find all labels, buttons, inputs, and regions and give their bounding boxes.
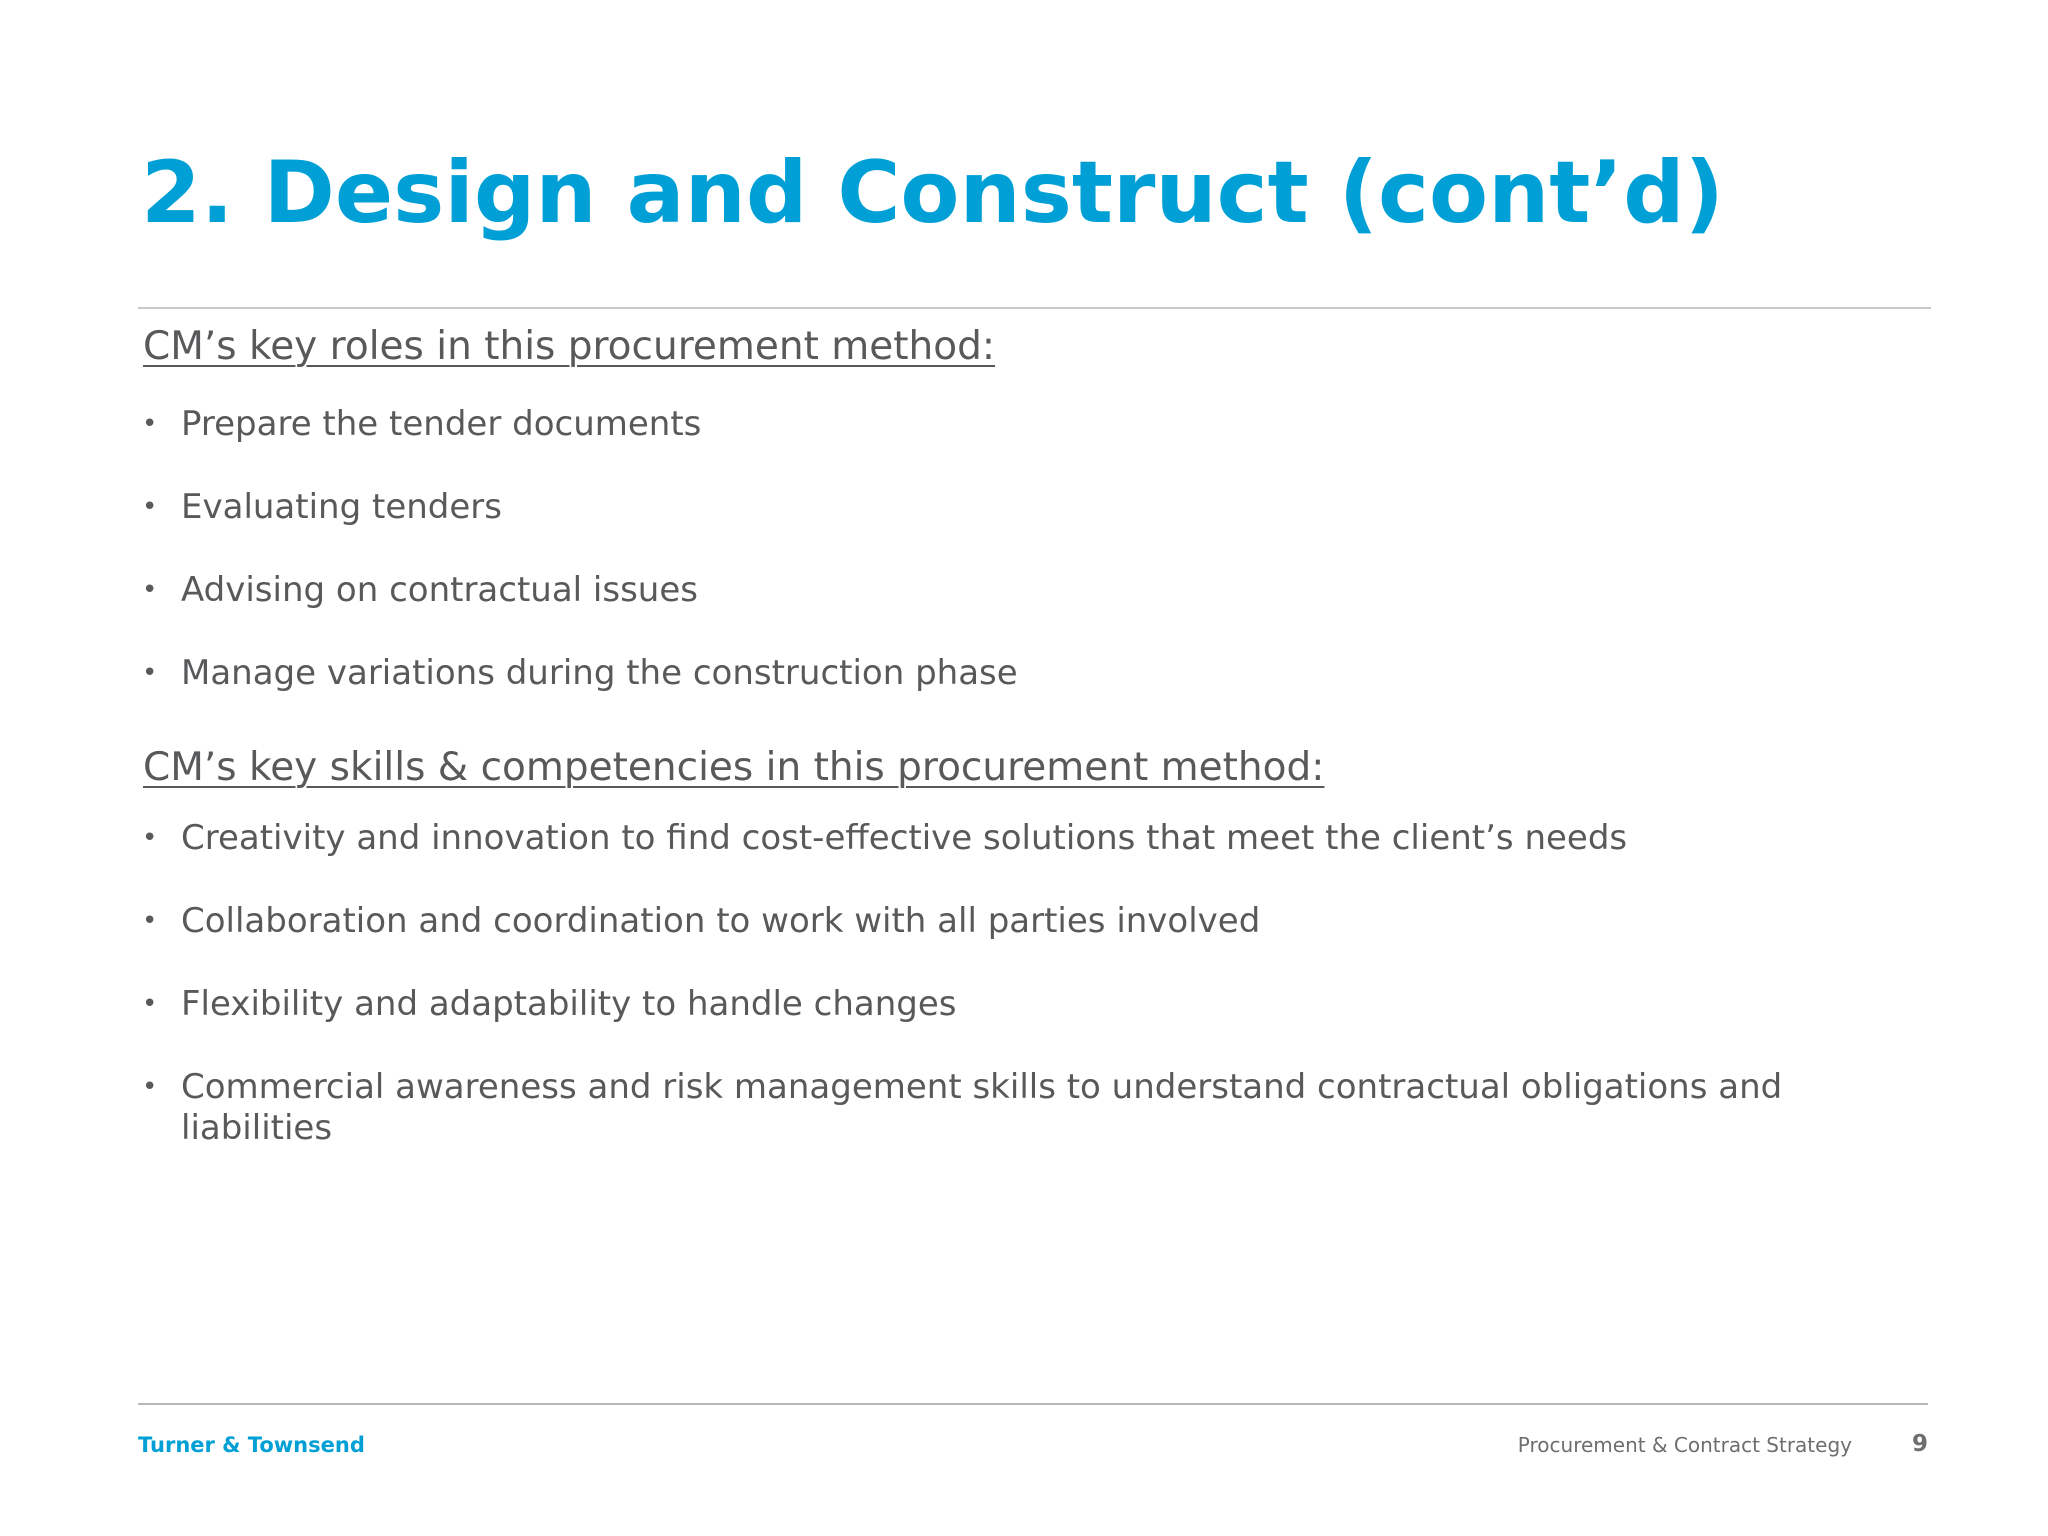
list-item-text: Prepare the tender documents	[181, 404, 702, 444]
bullet-icon: •	[142, 906, 158, 936]
company-logo-text: Turner & Townsend	[138, 1433, 365, 1457]
skills-list	[138, 818, 1878, 1149]
list-item	[138, 1067, 1878, 1149]
footer-document-title: Procurement & Contract Strategy	[1517, 1433, 1852, 1457]
section-heading-skills: CM’s key skills & competencies in this procurement method:	[143, 745, 1325, 790]
list-item-text: Commercial awareness and risk management skills to understand contractual obligations and liabilities	[181, 1067, 1783, 1148]
title-divider	[138, 307, 1931, 309]
list-item	[138, 487, 1878, 528]
list-item	[138, 901, 1878, 942]
list-item-text: Collaboration and coordination to work with all parties involved	[181, 901, 1261, 941]
list-item	[138, 570, 1878, 611]
bullet-icon: •	[142, 658, 158, 688]
list-item-text: Advising on contractual issues	[181, 570, 698, 610]
list-item-text: Manage variations during the construction phase	[181, 653, 1018, 693]
list-item	[138, 984, 1878, 1025]
slide-title: 2. Design and Construct (cont’d)	[141, 143, 1724, 243]
list-item-text: Creativity and innovation to find cost-effective solutions that meet the client’s needs	[181, 818, 1628, 858]
bullet-icon: •	[142, 492, 158, 522]
bullet-icon: •	[142, 1072, 158, 1102]
page-number: 9	[1911, 1431, 1928, 1457]
bullet-icon: •	[142, 575, 158, 605]
list-item-text: Evaluating tenders	[181, 487, 502, 527]
list-item	[138, 818, 1878, 859]
list-item-text: Flexibility and adaptability to handle changes	[181, 984, 957, 1024]
list-item	[138, 404, 1878, 445]
section-heading-roles: CM’s key roles in this procurement method:	[143, 324, 996, 369]
footer-divider	[138, 1403, 1928, 1405]
bullet-icon: •	[142, 409, 158, 439]
list-item	[138, 653, 1878, 694]
bullet-icon: •	[142, 989, 158, 1019]
bullet-icon: •	[142, 823, 158, 853]
roles-list	[138, 404, 1878, 694]
